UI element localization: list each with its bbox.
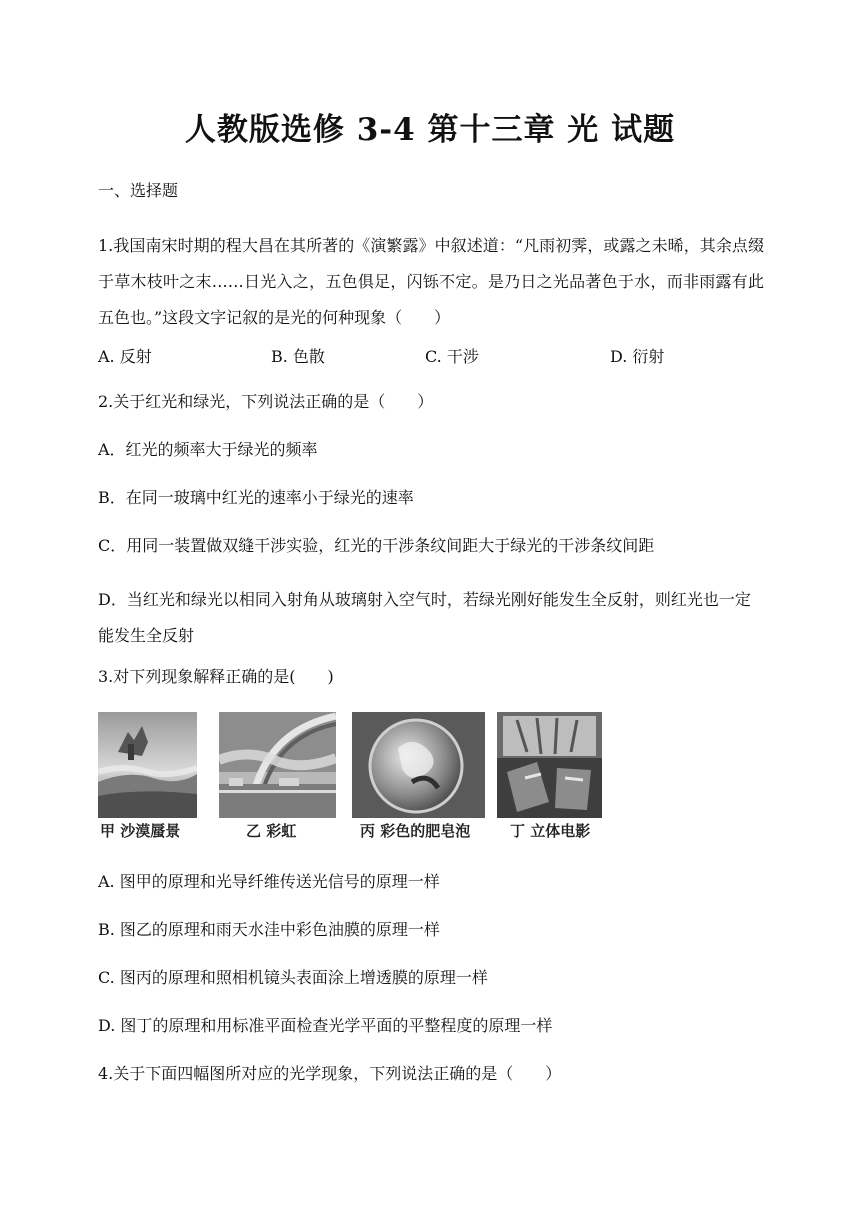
question-4-stem: 4.关于下面四幅图所对应的光学现象，下列说法正确的是（ ） <box>98 1064 562 1083</box>
q3-figure-strip <box>98 712 602 846</box>
soap-bubble-photo <box>352 712 485 818</box>
3d-movie-photo <box>497 712 602 818</box>
q3-option-a: A. 图甲的原理和光导纤维传送光信号的原理一样 <box>98 872 440 891</box>
caption-mirage: 甲 沙漠蜃景 <box>100 822 181 840</box>
q2-option-b: B．在同一玻璃中红光的速率小于绿光的速率 <box>98 488 414 507</box>
section-heading: 一、选择题 <box>98 181 179 200</box>
q1-option-a: A. 反射 <box>98 347 152 366</box>
question-3-stem: 3.对下列现象解释正确的是( ) <box>98 667 334 686</box>
q2-option-c: C．用同一装置做双缝干涉实验，红光的干涉条纹间距大于绿光的干涉条纹间距 <box>98 536 655 555</box>
caption-rainbow: 乙 彩虹 <box>246 822 297 840</box>
question-1-stem: 1.我国南宋时期的程大昌在其所著的《演繁露》中叙述道：“凡雨初霁，或露之未晞，其余点缀于草木枝叶之末……日光入之，五色俱足，闪铄不定。是乃日之光品著色于水，而非雨露有此五色也。”这段文字记叙的是光的何种现象（ ） <box>98 236 764 327</box>
q1-option-d: D. 衍射 <box>610 347 665 366</box>
q2-option-a: A．红光的频率大于绿光的频率 <box>98 440 318 459</box>
q3-option-d: D. 图丁的原理和用标准平面检查光学平面的平整程度的原理一样 <box>98 1016 553 1035</box>
question-2-stem: 2.关于红光和绿光，下列说法正确的是（ ） <box>98 392 434 411</box>
q1-option-c: C. 干涉 <box>425 347 479 366</box>
q3-option-c: C. 图丙的原理和照相机镜头表面涂上增透膜的原理一样 <box>98 968 488 987</box>
caption-soap-bubble: 丙 彩色的肥皂泡 <box>360 822 471 840</box>
page-title: 人教版选修 3-4 第十三章 光 试题 <box>184 112 676 148</box>
q1-option-b: B. 色散 <box>271 347 325 366</box>
caption-3d-movie: 丁 立体电影 <box>510 822 591 840</box>
rainbow-photo <box>219 712 336 818</box>
q3-option-b: B. 图乙的原理和雨天水洼中彩色油膜的原理一样 <box>98 920 440 939</box>
mirage-photo <box>98 712 197 818</box>
q2-option-d: D．当红光和绿光以相同入射角从玻璃射入空气时，若绿光刚好能发生全反射，则红光也一定能发生全反射 <box>98 590 751 645</box>
